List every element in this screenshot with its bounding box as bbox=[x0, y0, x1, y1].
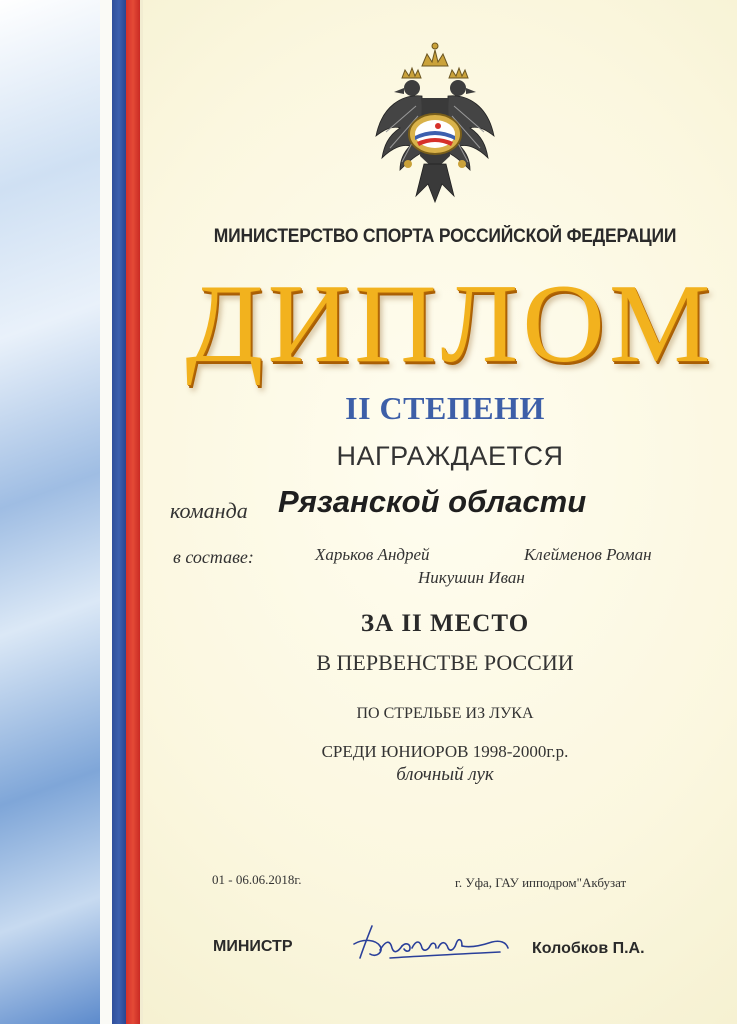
bow-type-label: блочный лук bbox=[396, 764, 494, 785]
double-headed-eagle-emblem-icon bbox=[372, 36, 498, 204]
place-label: ЗА II МЕСТО bbox=[360, 610, 530, 637]
signer-name: Колобков П.А. bbox=[532, 940, 645, 957]
team-member: Никушин Иван bbox=[418, 568, 525, 587]
signer-position: МИНИСТР bbox=[213, 938, 293, 955]
composition-label: в составе: bbox=[173, 547, 254, 567]
category-label: СРЕДИ ЮНИОРОВ 1998-2000г.р. bbox=[321, 742, 569, 761]
team-prefix: команда bbox=[170, 498, 248, 523]
discipline-label: ПО СТРЕЛЬБЕ ИЗ ЛУКА bbox=[356, 705, 534, 722]
team-member: Клейменов Роман bbox=[524, 545, 652, 564]
degree-label: II СТЕПЕНИ bbox=[345, 390, 545, 426]
diploma-title: ДИПЛОМ bbox=[185, 262, 715, 386]
flag-stripe-blue bbox=[112, 0, 126, 1024]
event-venue: г. Уфа, ГАУ ипподром"Акбузат bbox=[455, 875, 627, 890]
awarded-label: НАГРАЖДАЕТСЯ bbox=[336, 441, 564, 471]
team-name: Рязанской области bbox=[278, 484, 587, 519]
ministry-heading: МИНИСТЕРСТВО СПОРТА РОССИЙСКОЙ ФЕДЕРАЦИИ bbox=[213, 226, 677, 247]
flag-stripe-red bbox=[126, 0, 140, 1024]
handwritten-signature bbox=[350, 918, 510, 966]
team-member: Харьков Андрей bbox=[315, 545, 430, 564]
flag-stripe-white bbox=[100, 0, 112, 1024]
championship-label: В ПЕРВЕНСТВЕ РОССИИ bbox=[316, 650, 574, 675]
event-date: 01 - 06.06.2018г. bbox=[212, 872, 302, 887]
flag-stripe-edge bbox=[140, 0, 143, 1024]
side-decoration bbox=[0, 0, 100, 1024]
